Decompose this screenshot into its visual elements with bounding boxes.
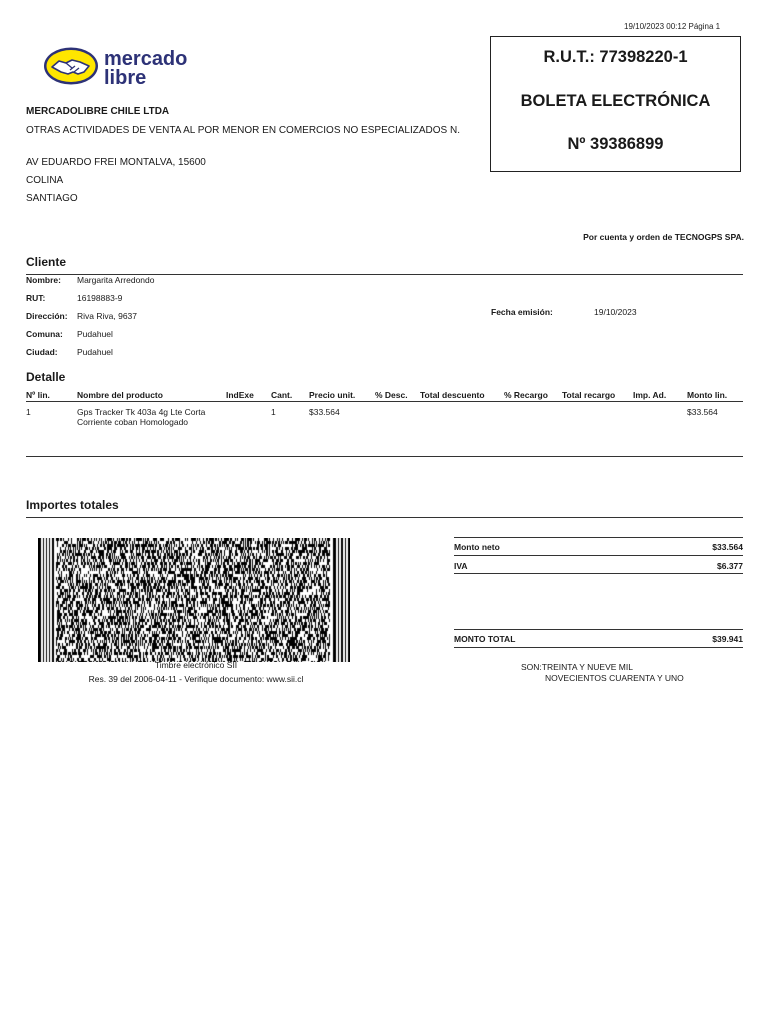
issuer-rut: R.U.T.: 77398220-1 <box>543 48 688 66</box>
col-header-qty: Cant. <box>271 390 293 400</box>
col-header-additional-tax: Imp. Ad. <box>633 390 667 400</box>
row-quantity: 1 <box>271 407 276 417</box>
detail-bottom-divider <box>26 456 743 457</box>
logo-text-mercado: mercado <box>104 48 188 70</box>
client-name-label: Nombre: <box>26 275 61 285</box>
client-city: Pudahuel <box>77 347 113 357</box>
client-name: Margarita Arredondo <box>77 275 155 285</box>
col-header-indexe: IndExe <box>226 390 254 400</box>
col-header-total-surcharge: Total recargo <box>562 390 616 400</box>
issue-date: 19/10/2023 <box>594 307 637 317</box>
iva-label: IVA <box>454 561 468 571</box>
document-id-box <box>490 36 741 172</box>
detail-section-title: Detalle <box>26 370 66 384</box>
client-section-title: Cliente <box>26 255 67 269</box>
issue-date-label: Fecha emisión: <box>491 307 553 317</box>
document-number: Nº 39386899 <box>567 135 664 153</box>
total-bottom-rule <box>454 647 743 648</box>
col-header-product: Nombre del producto <box>77 390 163 400</box>
amount-in-words-1: SON:TREINTA Y NUEVE MIL <box>521 662 633 672</box>
detail-header-divider <box>26 401 743 402</box>
totals-top-rule <box>454 537 743 538</box>
client-rut-label: RUT: <box>26 293 46 303</box>
print-timestamp: 19/10/2023 00:12 Página 1 <box>624 22 721 31</box>
company-address-city: SANTIAGO <box>26 193 78 204</box>
col-header-discount-pct: % Desc. <box>375 390 408 400</box>
iva-rule <box>454 573 743 574</box>
client-rut: 16198883-9 <box>77 293 123 303</box>
company-address-street: AV EDUARDO FREI MONTALVA, 15600 <box>26 157 206 168</box>
col-header-total-discount: Total descuento <box>420 390 485 400</box>
on-behalf-note: Por cuenta y orden de TECNOGPS SPA. <box>583 232 744 242</box>
row-product-name-1: Gps Tracker Tk 403a 4g Lte Corta <box>77 407 206 417</box>
company-activity: OTRAS ACTIVIDADES DE VENTA AL POR MENOR EN COMERCIOS NO ESPECIALIZADOS N. <box>26 125 460 136</box>
row-line-amount: $33.564 <box>687 407 718 417</box>
client-comuna: Pudahuel <box>77 329 113 339</box>
timbre-resolution: Res. 39 del 2006-04-11 - Verifique documento: www.sii.cl <box>88 674 304 684</box>
totals-divider <box>26 517 743 518</box>
net-amount-value: $33.564 <box>712 542 743 552</box>
row-unit-price: $33.564 <box>309 407 340 417</box>
document-type: BOLETA ELECTRÓNICA <box>520 92 711 110</box>
col-header-line: Nº lin. <box>26 390 50 400</box>
total-top-rule <box>454 629 743 630</box>
amount-in-words-2: NOVECIENTOS CUARENTA Y UNO <box>545 673 684 683</box>
col-header-surcharge-pct: % Recargo <box>504 390 548 400</box>
totals-section-title: Importes totales <box>26 498 119 512</box>
total-label: MONTO TOTAL <box>454 634 516 644</box>
col-header-unit-price: Precio unit. <box>309 390 356 400</box>
client-city-label: Ciudad: <box>26 347 58 357</box>
row-line-number: 1 <box>26 407 31 417</box>
mercadolibre-logo <box>42 44 207 88</box>
client-address-label: Dirección: <box>26 311 68 321</box>
total-value: $39.941 <box>712 634 743 644</box>
timbre-barcode <box>38 538 350 662</box>
company-name: MERCADOLIBRE CHILE LTDA <box>26 106 170 117</box>
client-address: Riva Riva, 9637 <box>77 311 138 321</box>
company-address-commune: COLINA <box>26 175 64 186</box>
iva-value: $6.377 <box>717 561 743 571</box>
client-comuna-label: Comuna: <box>26 329 63 339</box>
row-product-name-2: Corriente coban Homologado <box>77 417 189 427</box>
logo-text-libre: libre <box>104 67 147 88</box>
timbre-label: Timbre electrónico SII <box>154 660 238 670</box>
net-amount-label: Monto neto <box>454 542 500 552</box>
col-header-line-amount: Monto lin. <box>687 390 728 400</box>
net-amount-rule <box>454 555 743 556</box>
